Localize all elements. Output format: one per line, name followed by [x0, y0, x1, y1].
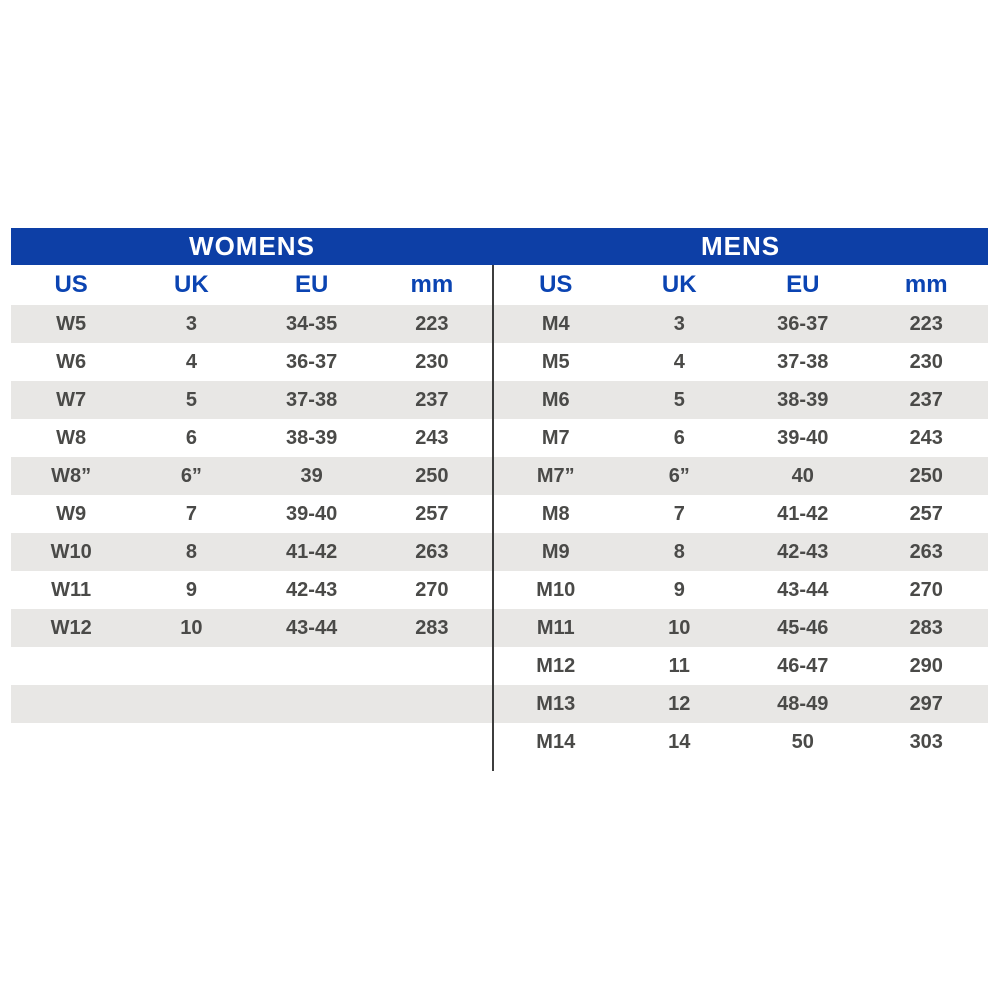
table-cell: 3 [185, 312, 197, 335]
table-cell: W9 [56, 502, 87, 525]
table-cell: 243 [415, 426, 449, 449]
table-row [494, 647, 988, 685]
table-cell: 12 [668, 692, 691, 715]
table-cell: 39-40 [286, 502, 338, 525]
table-cell: 41-42 [286, 540, 338, 563]
table-cell: M11 [536, 616, 575, 639]
table-row [11, 457, 492, 495]
table-cell: 4 [185, 350, 197, 373]
table-cell: 10 [180, 616, 203, 639]
table-row [494, 533, 988, 571]
table-cell: 223 [909, 312, 943, 335]
table-cell: 3 [673, 312, 685, 335]
table-cell: 230 [415, 350, 449, 373]
column-header-row [11, 265, 492, 305]
womens-section-title: WOMENS [189, 231, 315, 261]
table-cell: 283 [415, 616, 449, 639]
table-row [11, 723, 492, 761]
table-row [494, 495, 988, 533]
table-cell: 50 [791, 730, 814, 753]
column-header: UK [174, 271, 209, 298]
table-cell: W8” [51, 464, 92, 487]
table-cell: 9 [673, 578, 685, 601]
table-cell: M9 [541, 540, 570, 563]
table-row [494, 571, 988, 609]
table-cell: M7 [541, 426, 570, 449]
table-cell: 6 [673, 426, 685, 449]
table-cell: 45-46 [777, 616, 829, 639]
table-row [11, 495, 492, 533]
table-row [494, 343, 988, 381]
table-cell: 8 [673, 540, 685, 563]
table-cell: 7 [185, 502, 197, 525]
table-cell: 46-47 [777, 654, 829, 677]
table-cell: 303 [909, 730, 943, 753]
table-cell: 257 [415, 502, 449, 525]
table-cell: 283 [909, 616, 943, 639]
table-cell: 34-35 [286, 312, 338, 335]
column-header: US [539, 271, 573, 298]
table-row [11, 571, 492, 609]
column-header: EU [786, 271, 820, 298]
table-cell: 6” [180, 464, 202, 487]
table-cell: 290 [909, 654, 943, 677]
table-cell: W7 [56, 388, 87, 411]
table-cell: W10 [50, 540, 92, 563]
table-cell: 250 [415, 464, 449, 487]
table-cell: W5 [56, 312, 87, 335]
column-header: US [54, 271, 88, 298]
table-row [494, 723, 988, 761]
table-cell: 36-37 [286, 350, 338, 373]
table-cell: 43-44 [286, 616, 338, 639]
table-cell: 39-40 [777, 426, 829, 449]
column-header: EU [294, 271, 329, 298]
table-cell: W8 [56, 426, 87, 449]
table-row [11, 609, 492, 647]
table-cell: 42-43 [286, 578, 338, 601]
table-cell: 6 [185, 426, 197, 449]
table-cell: 37-38 [286, 388, 338, 411]
column-header: mm [410, 271, 454, 298]
mens-section-title: MENS [700, 231, 781, 261]
shoe-size-chart [11, 228, 988, 761]
table-cell: 10 [668, 616, 691, 639]
table-cell: 36-37 [777, 312, 829, 335]
table-cell: 4 [673, 350, 685, 373]
table-body [11, 265, 988, 761]
table-cell: 250 [909, 464, 943, 487]
mens-table [494, 265, 988, 761]
table-cell: M8 [541, 502, 570, 525]
table-cell: 37-38 [777, 350, 829, 373]
table-cell: 297 [909, 692, 943, 715]
table-cell: 230 [909, 350, 943, 373]
table-row [494, 305, 988, 343]
table-cell: 6” [668, 464, 690, 487]
table-cell: 11 [668, 654, 690, 677]
table-cell: W6 [56, 350, 87, 373]
table-title-bar [11, 228, 988, 265]
table-cell: 237 [415, 388, 449, 411]
table-cell: 263 [909, 540, 943, 563]
table-cell: W11 [51, 578, 92, 601]
table-cell: 5 [185, 388, 197, 411]
table-row [11, 305, 492, 343]
table-cell: 5 [673, 388, 685, 411]
column-divider-line [492, 265, 494, 771]
column-header-row [494, 265, 988, 305]
table-cell: M6 [541, 388, 570, 411]
table-cell: M4 [541, 312, 570, 335]
table-cell: M10 [536, 578, 576, 601]
table-cell: 38-39 [777, 388, 829, 411]
table-row [11, 381, 492, 419]
table-cell: 263 [415, 540, 449, 563]
table-cell: 48-49 [777, 692, 829, 715]
table-cell: 8 [185, 540, 197, 563]
table-row [11, 685, 492, 723]
table-row [494, 457, 988, 495]
table-cell: M12 [536, 654, 576, 677]
table-cell: 237 [909, 388, 943, 411]
table-cell: 257 [909, 502, 943, 525]
table-cell: 41-42 [777, 502, 829, 525]
table-row [11, 343, 492, 381]
table-cell: 39 [300, 464, 323, 487]
womens-table [11, 265, 492, 761]
table-cell: 270 [909, 578, 943, 601]
table-cell: M14 [536, 730, 576, 753]
table-cell: 223 [415, 312, 449, 335]
table-row [494, 419, 988, 457]
table-cell: M7” [536, 464, 575, 487]
table-row [494, 609, 988, 647]
table-cell: 243 [909, 426, 943, 449]
table-row [494, 685, 988, 723]
table-cell: M13 [536, 692, 576, 715]
table-cell: 7 [673, 502, 685, 525]
table-cell: 43-44 [777, 578, 829, 601]
table-cell: M5 [541, 350, 570, 373]
table-row [11, 533, 492, 571]
table-row [11, 647, 492, 685]
table-row [11, 419, 492, 457]
table-row [494, 381, 988, 419]
table-cell: 42-43 [777, 540, 829, 563]
column-header: UK [661, 271, 697, 298]
table-cell: 270 [415, 578, 449, 601]
table-cell: 9 [185, 578, 197, 601]
table-cell: 38-39 [286, 426, 338, 449]
table-cell: 14 [668, 730, 691, 753]
column-header: mm [904, 271, 948, 298]
table-cell: W12 [50, 616, 92, 639]
table-cell: 40 [791, 464, 814, 487]
